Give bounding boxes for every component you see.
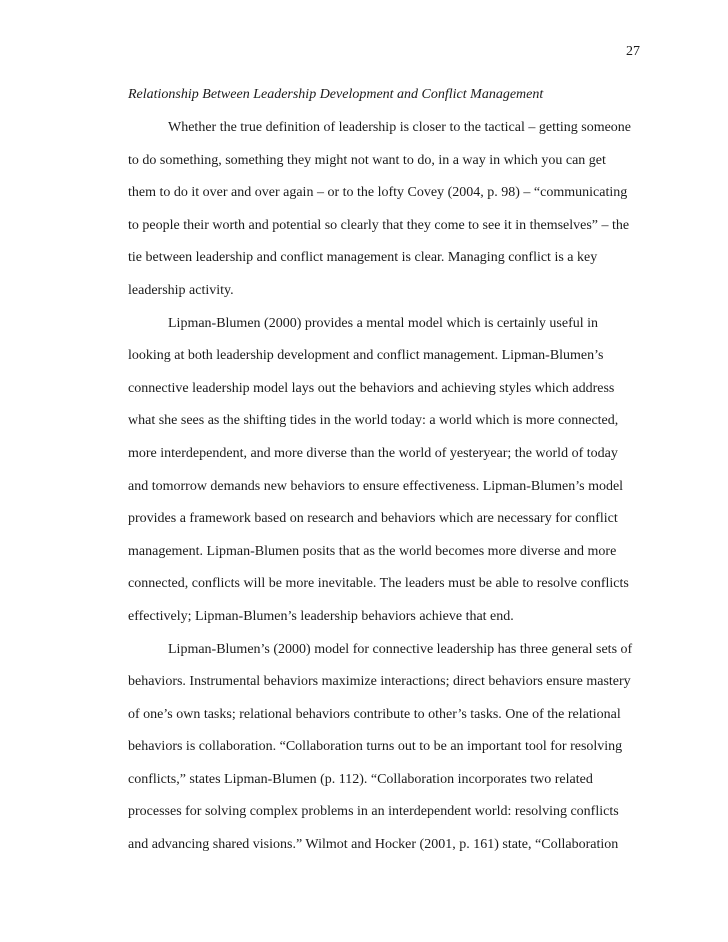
paragraph-2-line: and tomorrow demands new behaviors to ensure effectiveness. Lipman-Blumen’s model [128,478,624,494]
paragraph-3-line: processes for solving complex problems in an interdependent world: resolving conflicts [128,804,619,820]
paragraph-1-line: Whether the true definition of leadership is closer to the tactical – getting someone [168,120,632,135]
paragraph-1-line: leadership activity. [128,282,234,298]
paragraph-3-line: conflicts,” states Lipman-Blumen (p. 112). “Collaboration incorporates two related [128,771,593,787]
paragraph-2-line: connected, conflicts will be more inevitable. The leaders must be able to resolve conflicts [128,576,629,592]
paragraph-2-line: Lipman-Blumen (2000) provides a mental model which is certainly useful in [168,315,599,331]
paragraph-3-line: and advancing shared visions.” Wilmot and Hocker (2001, p. 161) state, “Collaboration [128,837,619,853]
paragraph-2-line: what she sees as the shifting tides in the world today: a world which is more connected, [128,413,619,429]
paragraph-2-line: effectively; Lipman-Blumen’s leadership behaviors achieve that end. [128,608,514,624]
paragraph-3-line: Lipman-Blumen’s (2000) model for connective leadership has three general sets of [168,641,633,657]
paragraph-3-line: of one’s own tasks; relational behaviors contribute to other’s tasks. One of the relational [128,706,621,722]
paragraph-2-line: more interdependent, and more diverse than the world of yesteryear; the world of today [128,445,618,461]
paragraph-1-line: to do something, something they might not want to do, in a way in which you can get [128,152,606,168]
paragraph-3-line: behaviors is collaboration. “Collaboration turns out to be an important tool for resolving [128,739,623,755]
paragraph-1-line: them to do it over and over again – or to the lofty Covey (2004, p. 98) – “communicating [128,185,628,201]
paragraph-2-line: management. Lipman-Blumen posits that as the world becomes more diverse and more [128,543,617,559]
page-number: 27 [626,44,640,59]
paragraph-2-line: looking at both leadership development and conflict management. Lipman-Blumen’s [128,348,604,364]
paragraph-2-line: connective leadership model lays out the behaviors and achieving styles which address [128,380,615,396]
paragraph-1-line: to people their worth and potential so clearly that they come to see it in themselves” – the [128,217,630,233]
section-heading: Relationship Between Leadership Development and Conflict Management [128,87,544,102]
paragraph-3-line: behaviors. Instrumental behaviors maximize interactions; direct behaviors ensure mastery [128,674,631,690]
paragraph-2-line: provides a framework based on research and behaviors which are necessary for conflict [128,511,618,527]
paragraph-1-line: tie between leadership and conflict management is clear. Managing conflict is a key [128,250,598,266]
body-text [128,118,648,868]
